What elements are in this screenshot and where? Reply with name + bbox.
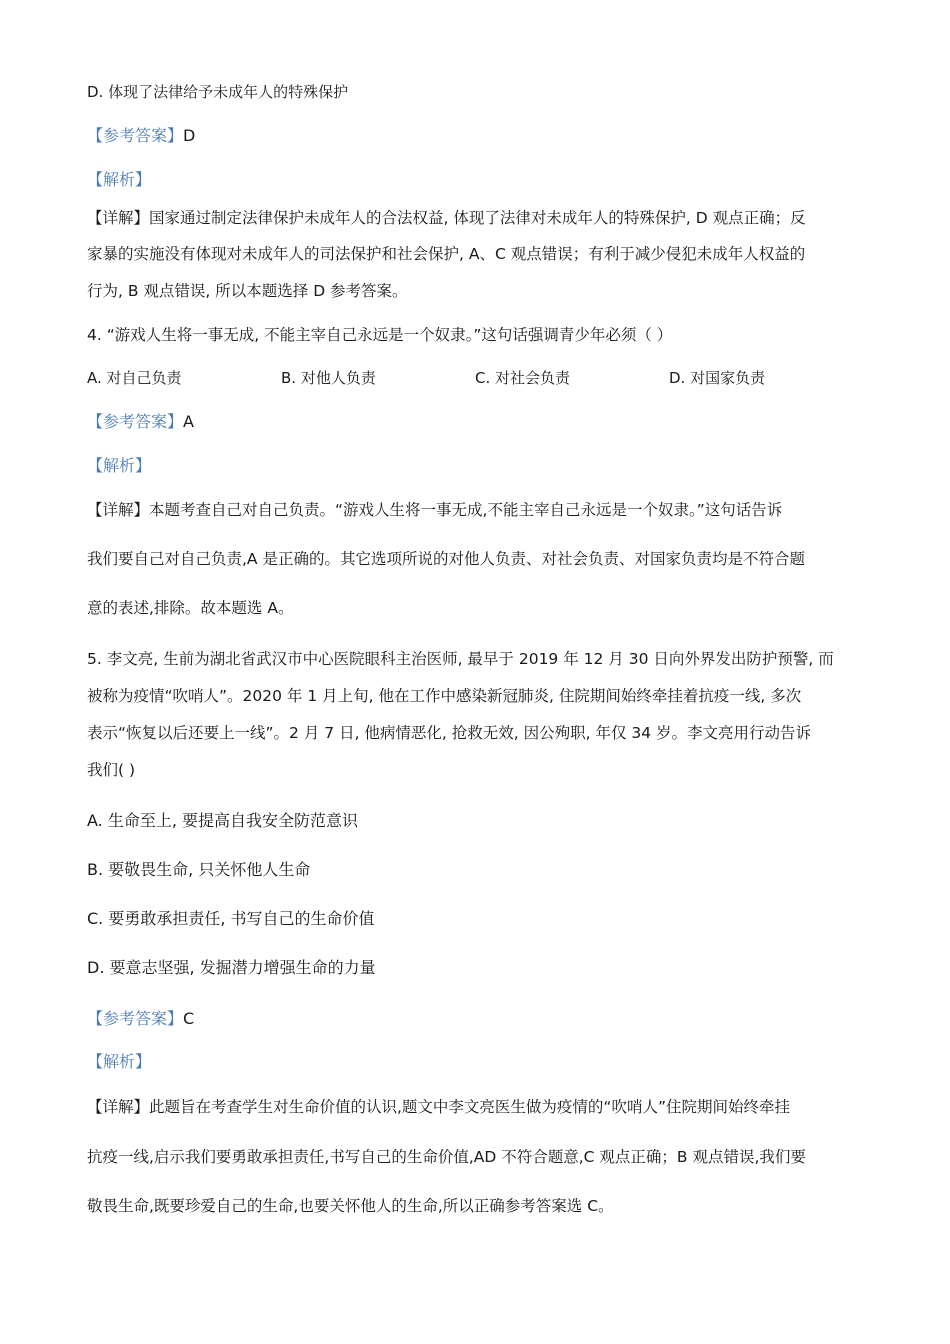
answer-label: 【参考答案】 bbox=[87, 1009, 184, 1028]
q3-detail-line: 家暴的实施没有体现对未成年人的司法保护和社会保护, A、C 观点错误；有利于减少侵犯未成年人权益的 bbox=[87, 245, 806, 263]
q5-detail-line: 抗疫一线,启示我们要勇敢承担责任,书写自己的生命价值,AD 不符合题意,C 观点正确；B 观点错误,我们要 bbox=[87, 1148, 806, 1166]
q4-detail-line: 我们要自己对自己负责,A 是正确的。其它选项所说的对他人负责、对社会负责、对国家负责均是不符合题 bbox=[87, 550, 805, 568]
q4-stem: 4. “游戏人生将一事无成, 不能主宰自己永远是一个奴隶。”这句话强调青少年必须（ ） bbox=[87, 326, 673, 344]
answer-value: A bbox=[183, 412, 194, 431]
q4-detail-line: 意的表述,排除。故本题选 A。 bbox=[87, 599, 294, 617]
q4-option-c: C. 对社会负责 bbox=[475, 369, 571, 387]
q5-answer bbox=[87, 1009, 194, 1029]
q3-answer bbox=[87, 126, 195, 146]
q3-option-d: D. 体现了法律给予未成年人的特殊保护 bbox=[87, 83, 349, 101]
q4-answer bbox=[87, 412, 194, 432]
q3-detail-line: 【详解】国家通过制定法律保护未成年人的合法权益, 体现了法律对未成年人的特殊保护, D 观点正确；反 bbox=[87, 209, 806, 227]
q4-option-d: D. 对国家负责 bbox=[669, 369, 766, 387]
q5-stem-line: 被称为疫情“吹哨人”。2020 年 1 月上旬, 他在工作中感染新冠肺炎, 住院期间始终牵挂着抗疫一线, 多次 bbox=[87, 687, 802, 705]
answer-value: D bbox=[183, 126, 196, 145]
q5-option-c: C. 要勇敢承担责任, 书写自己的生命价值 bbox=[87, 909, 375, 928]
answer-label: 【参考答案】 bbox=[87, 126, 184, 145]
q5-detail-line: 敬畏生命,既要珍爱自己的生命,也要关怀他人的生命,所以正确参考答案选 C。 bbox=[87, 1197, 614, 1215]
q3-detail-line: 行为, B 观点错误, 所以本题选择 D 参考答案。 bbox=[87, 282, 408, 300]
q5-option-d: D. 要意志坚强, 发掘潜力增强生命的力量 bbox=[87, 958, 376, 977]
q5-stem-line: 5. 李文亮, 生前为湖北省武汉市中心医院眼科主治医师, 最早于 2019 年 12 月 30 日向外界发出防护预警, 而 bbox=[87, 650, 834, 668]
q5-stem-line: 我们( ) bbox=[87, 761, 136, 779]
q5-analysis-label: 【解析】 bbox=[87, 1052, 152, 1071]
q5-stem-line: 表示“恢复以后还要上一线”。2 月 7 日, 他病情恶化, 抢救无效, 因公殉职, 年仅 34 岁。李文亮用行动告诉 bbox=[87, 724, 812, 742]
q4-option-a: A. 对自己负责 bbox=[87, 369, 182, 387]
q4-detail-line: 【详解】本题考查自己对自己负责。“游戏人生将一事无成,不能主宰自己永远是一个奴隶。”这句话告诉 bbox=[87, 501, 783, 519]
answer-value: C bbox=[183, 1009, 195, 1028]
q4-option-b: B. 对他人负责 bbox=[281, 369, 376, 387]
answer-label: 【参考答案】 bbox=[87, 412, 184, 431]
q5-option-b: B. 要敬畏生命, 只关怀他人生命 bbox=[87, 860, 311, 879]
q3-analysis-label: 【解析】 bbox=[87, 170, 152, 189]
q4-analysis-label: 【解析】 bbox=[87, 456, 152, 475]
q5-option-a: A. 生命至上, 要提高自我安全防范意识 bbox=[87, 811, 359, 830]
q5-detail-line: 【详解】此题旨在考查学生对生命价值的认识,题文中李文亮医生做为疫情的“吹哨人”住院期间始终牵挂 bbox=[87, 1098, 790, 1116]
